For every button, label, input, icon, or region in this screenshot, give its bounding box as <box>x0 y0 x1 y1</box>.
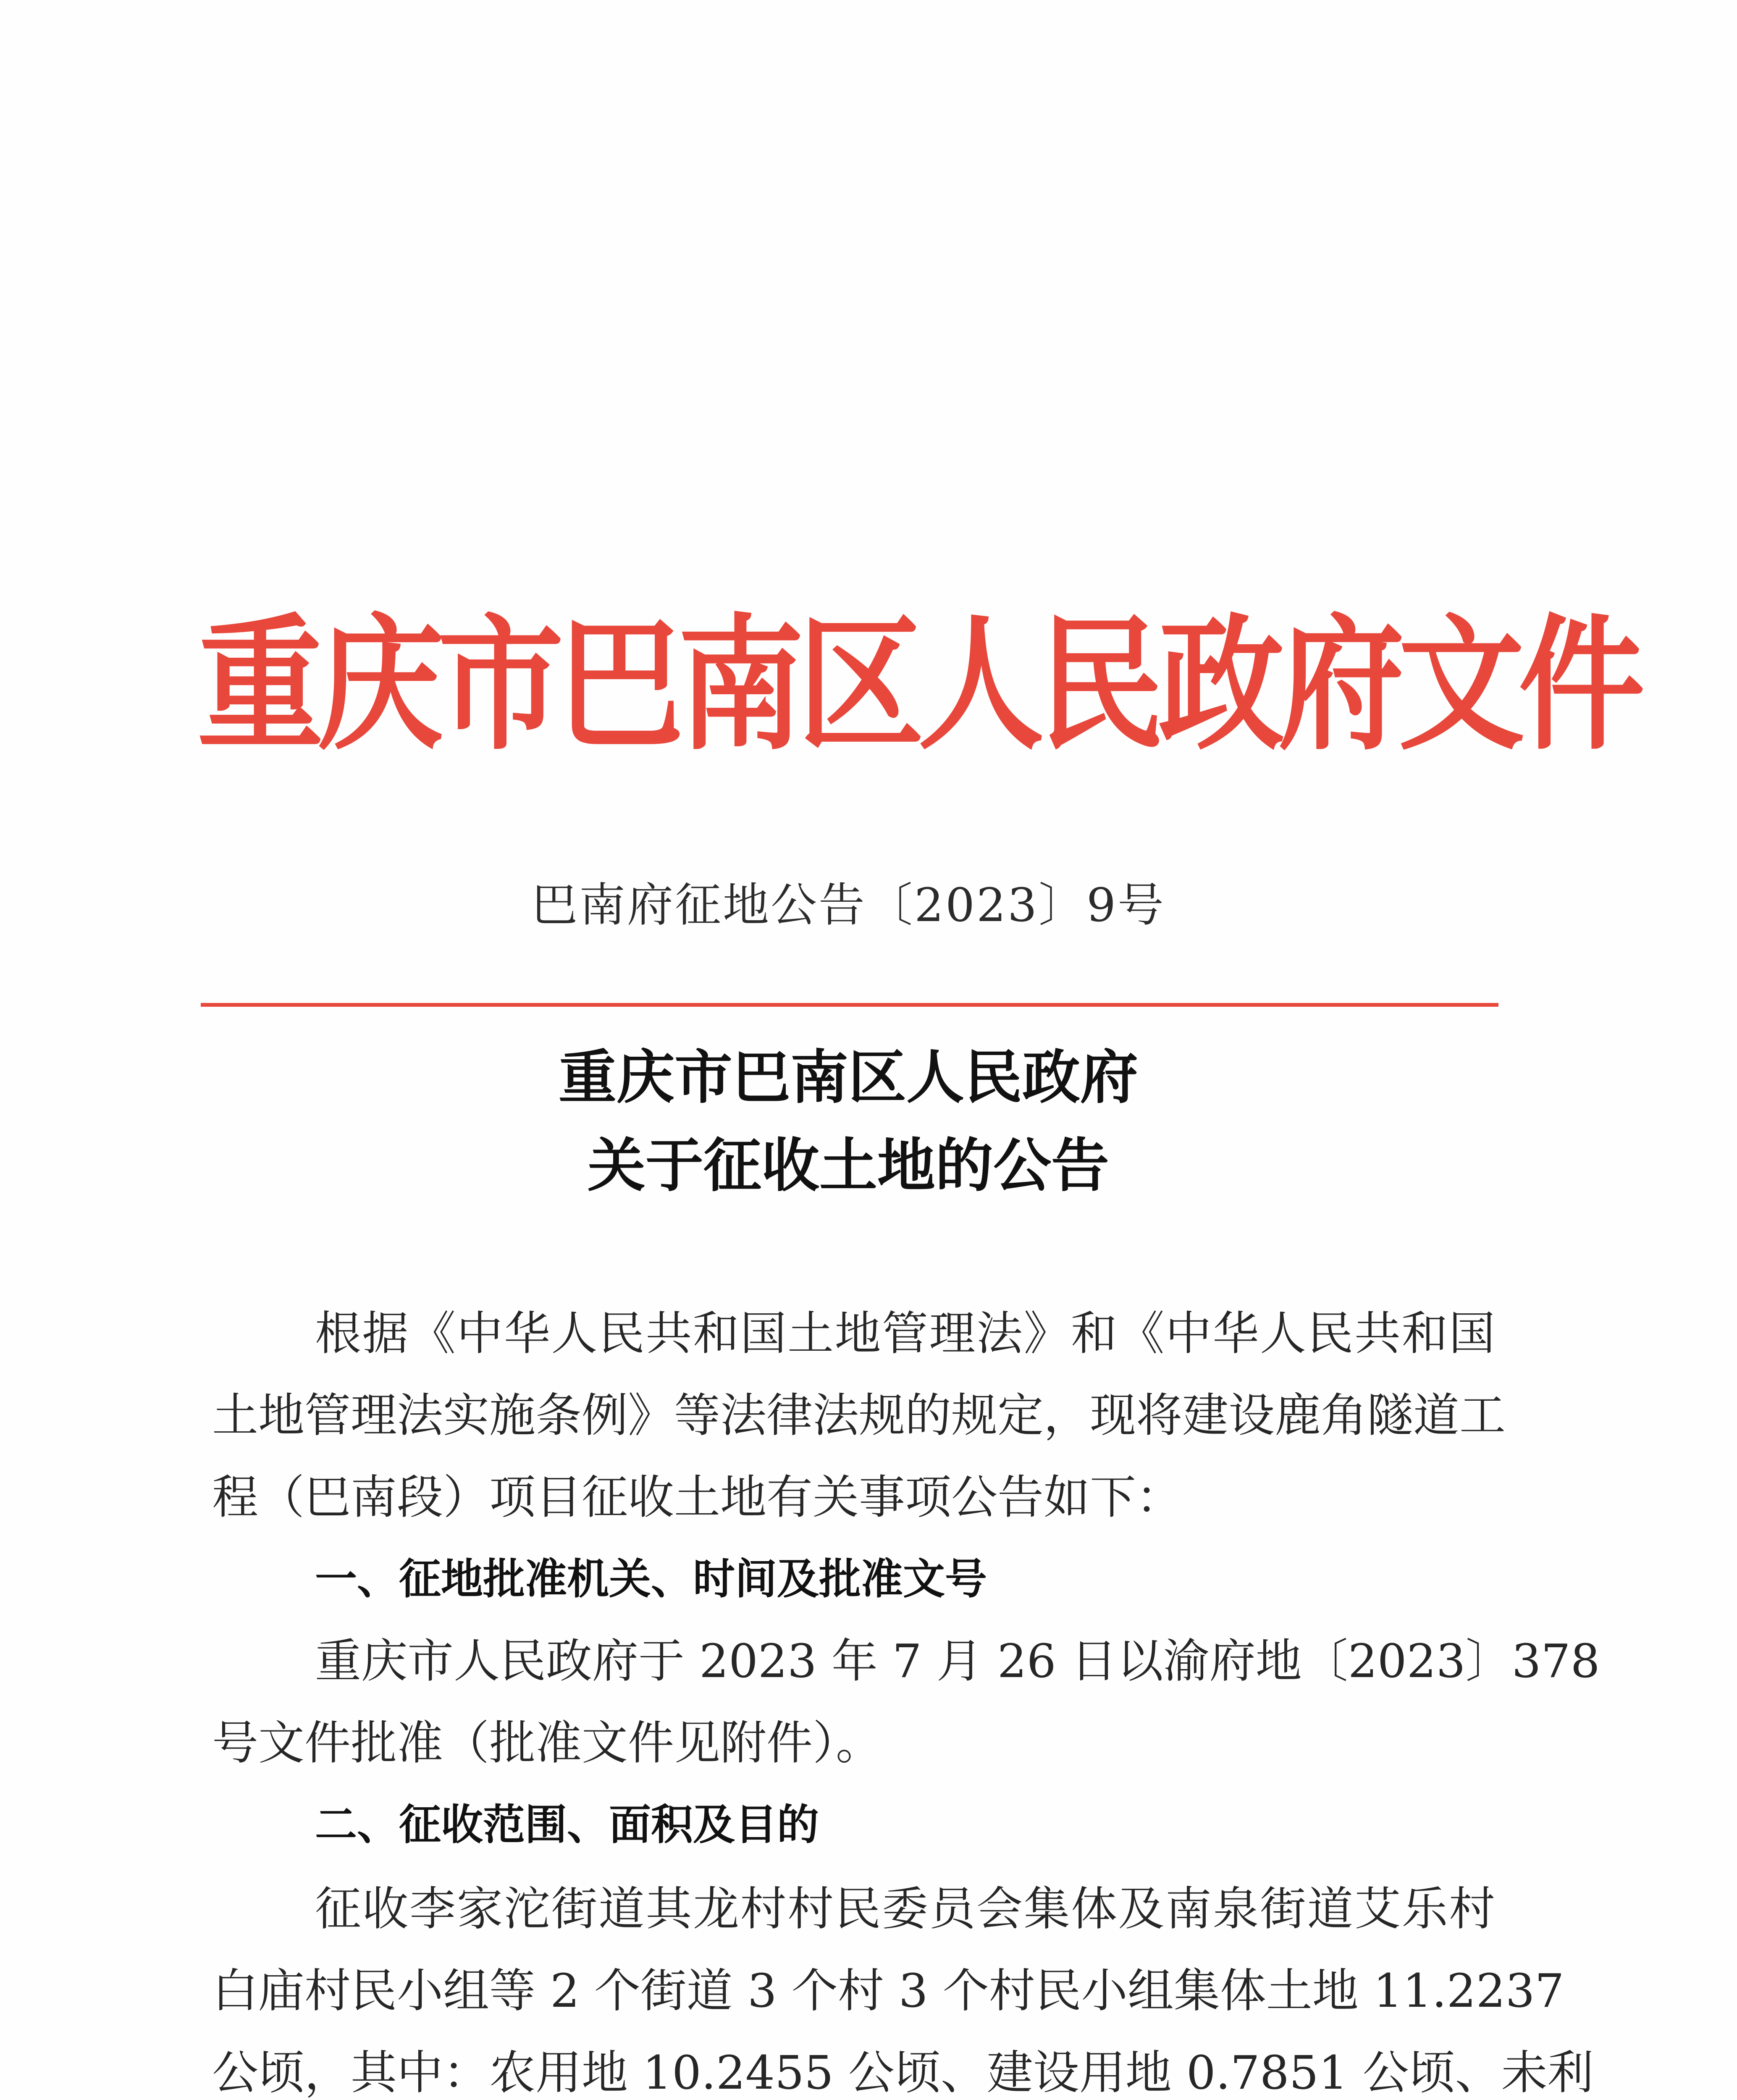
notice-title-line-1: 重庆市巴南区人民政府 <box>558 1043 1138 1111</box>
document-number: 巴南府征地公告〔2023〕9号 <box>531 878 1165 932</box>
section-1-heading: 一、征地批准机关、时间及批准文号 <box>315 1554 987 1604</box>
section-1-line-1: 重庆市人民政府于 2023 年 7 月 26 日以渝府地〔2023〕378 <box>315 1634 1600 1688</box>
section-2-line-3: 公顷，其中：农用地 10.2455 公顷、建设用地 0.7851 公顷、未利 <box>212 2046 1594 2100</box>
section-2-line-1: 征收李家沱街道其龙村村民委员会集体及南泉街道艾乐村 <box>315 1882 1495 1936</box>
intro-line-3: 程（巴南段）项目征收土地有关事项公告如下： <box>212 1470 1182 1524</box>
masthead-title: 重庆市巴南区人民政府文件 <box>197 599 1639 770</box>
intro-line-2: 土地管理法实施条例》等法律法规的规定，现将建设鹿角隧道工 <box>212 1389 1506 1442</box>
notice-title-line-2: 关于征收土地的公告 <box>587 1131 1109 1200</box>
intro-line-1: 根据《中华人民共和国土地管理法》和《中华人民共和国 <box>315 1307 1495 1360</box>
red-divider-line <box>201 1003 1498 1007</box>
section-1-line-2: 号文件批准（批准文件见附件）。 <box>212 1716 882 1770</box>
section-2-heading: 二、征收范围、面积及目的 <box>315 1800 819 1849</box>
section-2-line-2: 白庙村民小组等 2 个街道 3 个村 3 个村民小组集体土地 11.2237 <box>212 1964 1564 2018</box>
